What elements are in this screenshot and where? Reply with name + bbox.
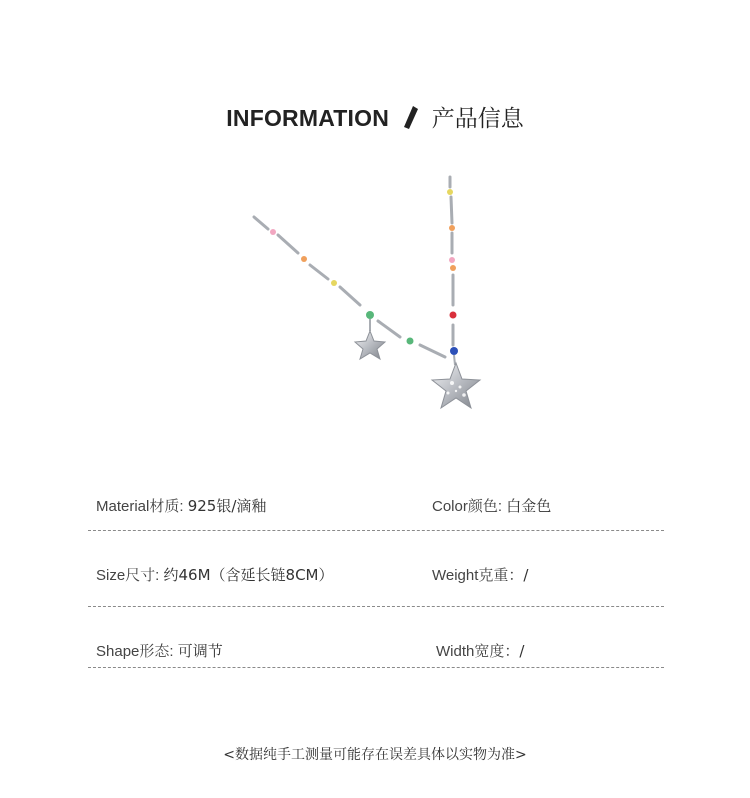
chain-left xyxy=(254,217,445,357)
spec-weight xyxy=(432,564,528,585)
divider-3 xyxy=(88,667,664,668)
shape-label: Shape形态: xyxy=(96,643,178,660)
size-value: 约46M（含延长链8CM） xyxy=(163,566,334,584)
material-value: 925银/滴釉 xyxy=(187,497,267,515)
large-star-loop xyxy=(454,355,455,365)
spec-row-3 xyxy=(0,640,750,664)
color-label: Color颜色: xyxy=(432,498,507,515)
measurement-note: <数据纯手工测量可能存在误差具体以实物为准> xyxy=(223,747,527,763)
spec-row-2 xyxy=(0,564,750,588)
size-label: Size尺寸: xyxy=(96,567,164,584)
spec-row-1 xyxy=(0,495,750,519)
color-value: 白金色 xyxy=(506,497,552,515)
page-title xyxy=(0,100,750,133)
pen-icon xyxy=(404,106,418,130)
weight-value: / xyxy=(523,566,529,584)
width-value: / xyxy=(519,642,525,660)
spec-size xyxy=(96,564,334,585)
width-label: Width宽度： xyxy=(436,643,520,660)
title-zh: 产品信息 xyxy=(431,106,524,132)
shape-value: 可调节 xyxy=(177,642,223,660)
spec-color xyxy=(432,495,551,516)
small-star-pendant xyxy=(355,331,385,359)
divider-1 xyxy=(88,530,664,531)
title-en: INFORMATION xyxy=(226,105,390,131)
spec-shape xyxy=(96,640,223,661)
spec-material xyxy=(96,495,266,516)
material-label: Material材质: xyxy=(96,498,188,515)
necklace-image xyxy=(240,165,530,430)
large-star-pendant xyxy=(432,363,480,408)
spec-width xyxy=(436,640,524,661)
divider-2 xyxy=(88,606,664,607)
weight-label: Weight克重： xyxy=(432,567,524,584)
